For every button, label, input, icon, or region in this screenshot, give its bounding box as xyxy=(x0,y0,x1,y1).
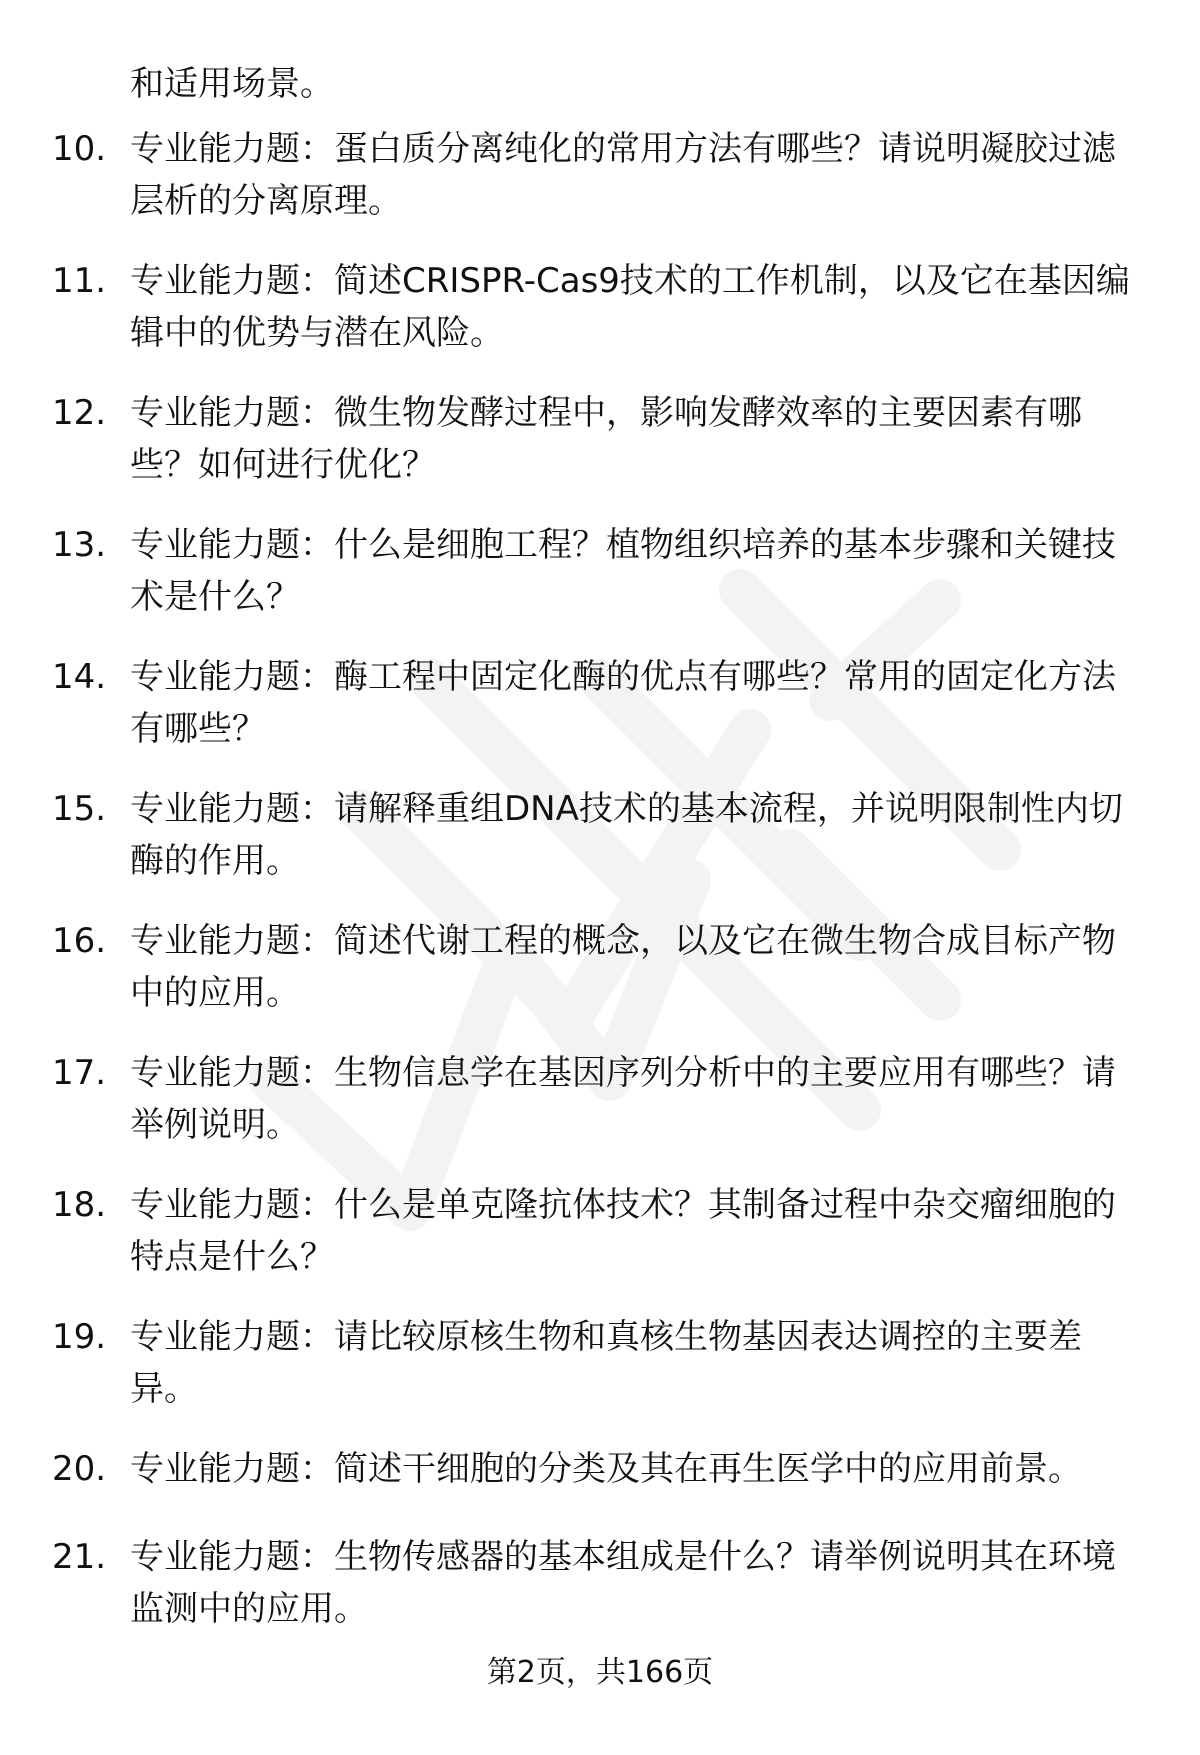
page-footer: 第2页，共166页 xyxy=(486,1655,714,1690)
question-number: 19. xyxy=(52,1317,107,1357)
question-number: 18. xyxy=(52,1185,107,1225)
question-item xyxy=(0,123,1200,255)
question-item xyxy=(0,255,1200,387)
question-text: 专业能力题：微生物发酵过程中，影响发酵效率的主要因素有哪些？如何进行优化？ xyxy=(130,393,1082,485)
question-text: 专业能力题：简述CRISPR-Cas9技术的工作机制，以及它在基因编辑中的优势与潜在风险。 xyxy=(130,261,1130,353)
question-item xyxy=(0,387,1200,519)
question-item xyxy=(0,1443,1200,1531)
question-number: 14. xyxy=(52,657,107,697)
question-number: 11. xyxy=(52,261,107,301)
question-text: 专业能力题：什么是细胞工程？植物组织培养的基本步骤和关键技术是什么？ xyxy=(130,525,1116,617)
question-number: 13. xyxy=(52,525,107,565)
question-list xyxy=(0,123,1200,1663)
continued-question-text: 和适用场景。 xyxy=(130,64,334,104)
question-text: 专业能力题：请比较原核生物和真核生物基因表达调控的主要差异。 xyxy=(130,1317,1082,1409)
question-item xyxy=(0,651,1200,783)
question-item xyxy=(0,519,1200,651)
question-text: 专业能力题：简述干细胞的分类及其在再生医学中的应用前景。 xyxy=(130,1449,1082,1489)
question-number: 16. xyxy=(52,921,107,961)
question-number: 10. xyxy=(52,129,107,169)
question-text: 专业能力题：简述代谢工程的概念，以及它在微生物合成目标产物中的应用。 xyxy=(130,921,1116,1013)
question-text: 专业能力题：蛋白质分离纯化的常用方法有哪些？请说明凝胶过滤层析的分离原理。 xyxy=(130,129,1116,221)
question-text: 专业能力题：生物传感器的基本组成是什么？请举例说明其在环境监测中的应用。 xyxy=(130,1537,1116,1629)
question-item xyxy=(0,1531,1200,1663)
question-number: 15. xyxy=(52,789,107,829)
question-text: 专业能力题：酶工程中固定化酶的优点有哪些？常用的固定化方法有哪些？ xyxy=(130,657,1116,749)
question-number: 21. xyxy=(52,1537,107,1577)
question-item xyxy=(0,1047,1200,1179)
question-item xyxy=(0,915,1200,1047)
question-item xyxy=(0,1179,1200,1311)
question-number: 20. xyxy=(52,1449,107,1489)
question-text: 专业能力题：生物信息学在基因序列分析中的主要应用有哪些？请举例说明。 xyxy=(130,1053,1116,1145)
question-text: 专业能力题：请解释重组DNA技术的基本流程，并说明限制性内切酶的作用。 xyxy=(130,789,1123,881)
question-item xyxy=(0,1311,1200,1443)
question-item xyxy=(0,783,1200,915)
question-number: 12. xyxy=(52,393,107,433)
question-text: 专业能力题：什么是单克隆抗体技术？其制备过程中杂交瘤细胞的特点是什么？ xyxy=(130,1185,1116,1277)
question-number: 17. xyxy=(52,1053,107,1093)
